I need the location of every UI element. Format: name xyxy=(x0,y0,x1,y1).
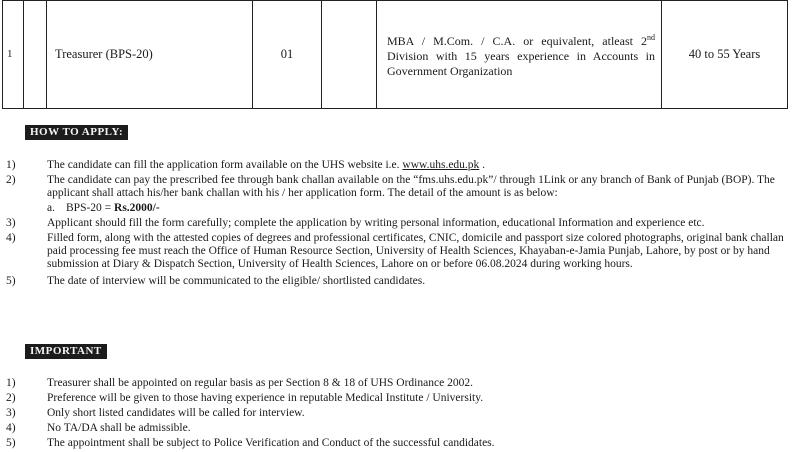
blank-cell xyxy=(322,1,377,109)
list-item xyxy=(0,232,790,271)
job-table xyxy=(2,0,788,109)
item-text: Treasurer shall be appointed on regular basis as per Section 8 & 18 of UHS Ordinance 2002. xyxy=(47,377,473,389)
list-item xyxy=(0,407,790,420)
age-cell: 40 to 55 Years xyxy=(662,1,788,109)
fee-label: BPS-20 = xyxy=(66,202,115,214)
list-item xyxy=(0,159,790,172)
list-item xyxy=(0,437,790,450)
list-item xyxy=(0,422,790,435)
item-text: Applicant should fill the form carefully; complete the application by writing personal information, educational Information and experience etc. xyxy=(47,217,705,229)
qualification-text: MBA / M.Com. / C.A. or equivalent, atleast 2 xyxy=(387,34,647,48)
subitem-number: a. xyxy=(47,202,55,214)
qualification-sup: nd xyxy=(647,33,655,42)
item-number: 4) xyxy=(6,232,16,244)
website-link[interactable]: www.uhs.edu.pk xyxy=(402,159,480,171)
post-cell: Treasurer (BPS-20) xyxy=(47,1,253,109)
blank-cell xyxy=(24,1,47,109)
item-number: 1) xyxy=(6,159,16,171)
fee-subitem xyxy=(0,202,790,215)
item-number: 4) xyxy=(6,422,16,434)
item-number: 5) xyxy=(6,275,16,287)
list-item xyxy=(0,377,790,390)
item-text: The candidate can fill the application form available on the UHS website i.e. xyxy=(47,159,403,171)
list-item xyxy=(0,174,790,200)
serial-cell: 1 xyxy=(3,1,24,109)
how-to-apply-list xyxy=(0,159,790,290)
item-text: . xyxy=(479,159,486,171)
item-text: Filled form, along with the attested copies of degrees and professional certificates, CNIC, domicile and passport size colored photographs, original bank challan paid processing fee must reach the Office of Human Resource Section, University of Health Sciences, Khayaban-e-Jamia Punjab, Lahore, by post or by hand submission at Diary & Dispatch Section, University of Health Sciences, Lahore on or before 06.08.2024 during working hours. xyxy=(47,232,784,270)
item-number: 3) xyxy=(6,407,16,419)
fee-amount: Rs.2000/- xyxy=(114,202,160,214)
qualification-rest: with 15 years experience in Accounts in Government Organization xyxy=(387,49,655,78)
item-text: No TA/DA shall be admissible. xyxy=(47,422,191,434)
important-list xyxy=(0,377,790,452)
table-row xyxy=(3,1,788,109)
qualification-text-end: Division xyxy=(387,49,429,63)
item-number: 1) xyxy=(6,377,16,389)
qualification-cell xyxy=(377,1,662,109)
item-number: 2) xyxy=(6,392,16,404)
list-item xyxy=(0,217,790,230)
item-number: 5) xyxy=(6,437,16,449)
item-text: The candidate can pay the prescribed fee through bank challan available on the “fms.uhs.edu.pk”/ through 1Link or any branch of Bank of Punjab (BOP). The applicant shall attach his/her bank challan with his / her application form. The detail of the amount is as below: xyxy=(47,174,775,199)
item-text: Preference will be given to those having experience in reputable Medical Institute / University. xyxy=(47,392,484,404)
item-text: Only short listed candidates will be called for interview. xyxy=(47,407,305,419)
posts-count-cell: 01 xyxy=(253,1,322,109)
item-number: 2) xyxy=(6,174,16,186)
item-number: 3) xyxy=(6,217,16,229)
list-item xyxy=(0,392,790,405)
item-text: The appointment shall be subject to Police Verification and Conduct of the successful candidates. xyxy=(47,437,495,449)
how-to-apply-heading: HOW TO APPLY: xyxy=(25,125,128,140)
important-heading: IMPORTANT xyxy=(25,344,107,359)
item-text: The date of interview will be communicated to the eligible/ shortlisted candidates. xyxy=(47,275,426,287)
list-item xyxy=(0,275,790,288)
